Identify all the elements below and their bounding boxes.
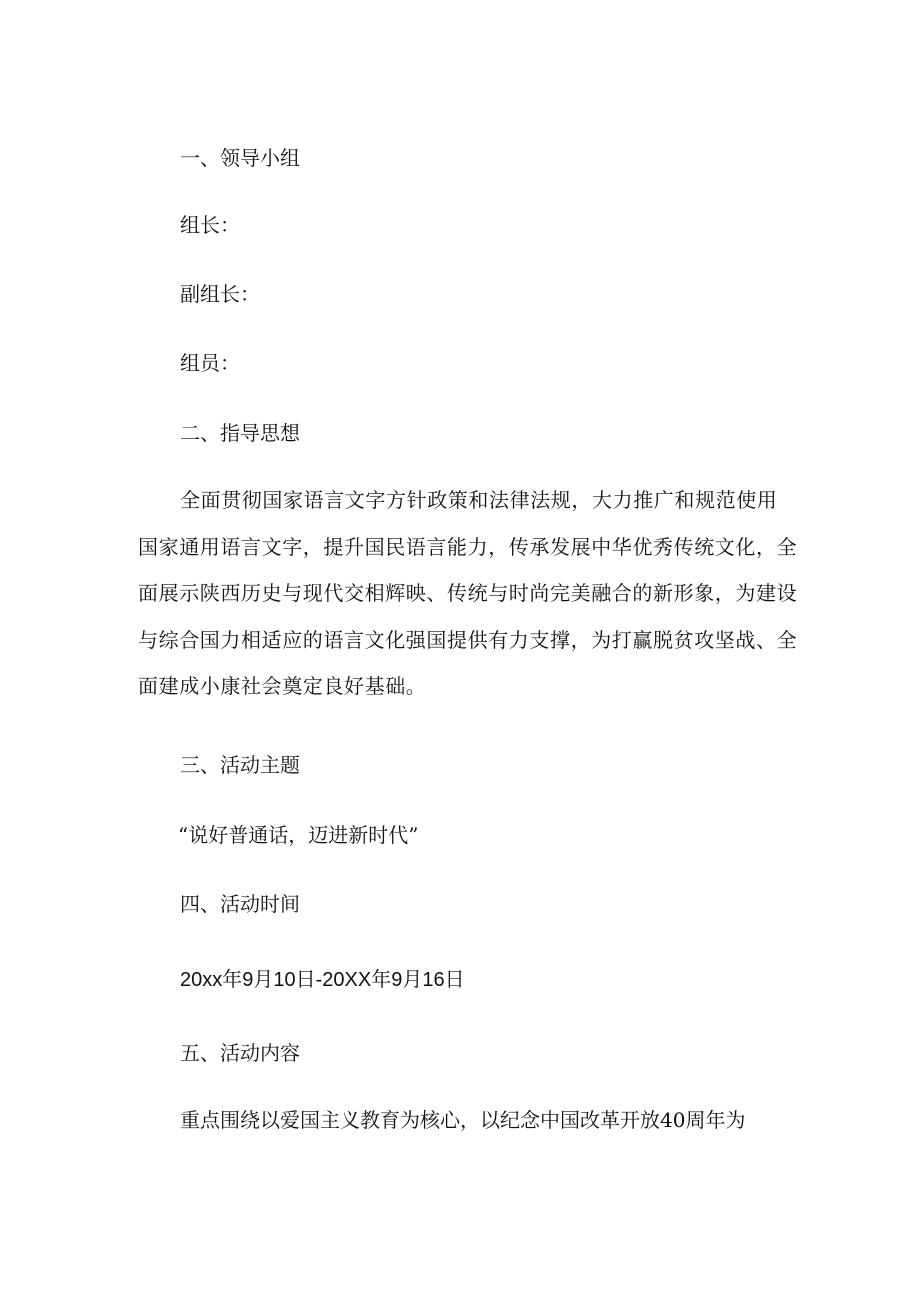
paragraph-line: 面展示陕西历史与现代交相辉映、传统与时尚完美融合的新形象，为建设 — [138, 581, 798, 605]
paragraph-line: 面建成小康社会奠定良好基础。 — [138, 674, 427, 698]
paragraph-line: 全面贯彻国家语言文字方针政策和法律法规，大力推广和规范使用 — [180, 488, 778, 512]
activity-theme-text: “说好普通话，迈进新时代” — [178, 823, 419, 847]
activity-content-paragraph-start: 重点围绕以爱国主义教育为核心，以纪念中国改革开放40周年为 — [180, 1108, 746, 1132]
leader-label: 组长： — [180, 213, 240, 237]
section-heading-activity-time: 四、活动时间 — [180, 892, 300, 916]
section-heading-leadership-group: 一、领导小组 — [180, 146, 300, 170]
guiding-ideology-paragraph — [138, 477, 798, 710]
section-heading-activity-theme: 三、活动主题 — [180, 753, 300, 777]
members-label: 组员： — [180, 351, 240, 375]
deputy-leader-label: 副组长： — [180, 282, 260, 306]
paragraph-line: 国家通用语言文字，提升国民语言能力，传承发展中华优秀传统文化，全 — [138, 534, 798, 559]
section-heading-activity-content: 五、活动内容 — [180, 1041, 300, 1065]
paragraph-line: 与综合国力相适应的语言文化强国提供有力支撑，为打赢脱贫攻坚战、全 — [138, 627, 798, 652]
section-heading-guiding-ideology: 二、指导思想 — [180, 421, 300, 445]
activity-date-range: 20xx年9月10日-20XX年9月16日 — [180, 969, 465, 991]
